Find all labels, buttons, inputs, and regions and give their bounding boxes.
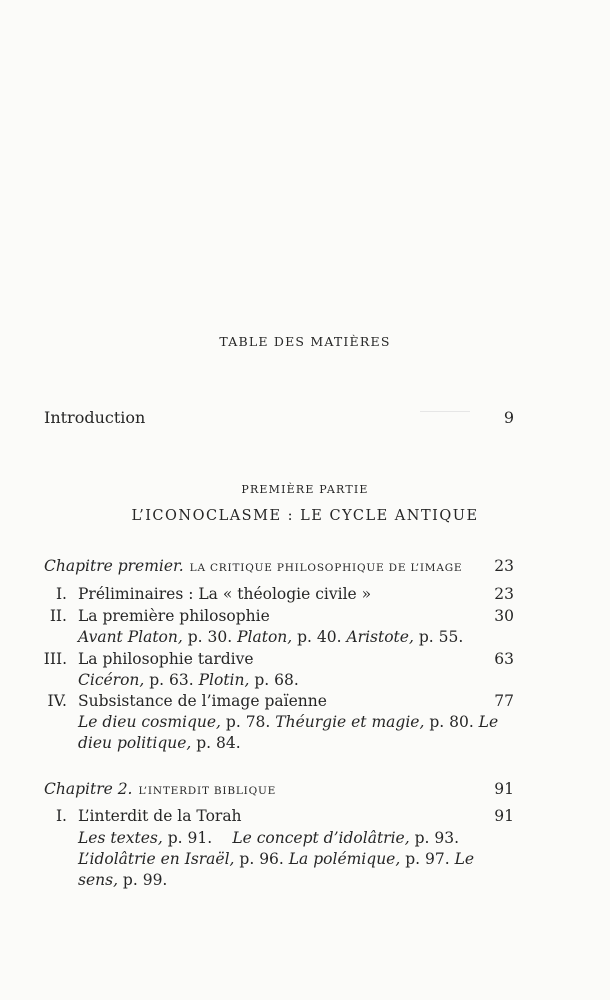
sub-italic: Théurgie et magie, — [275, 713, 425, 731]
section-page: 63 — [494, 650, 514, 668]
section-subentries — [78, 712, 498, 732]
toc-title: TABLE DES MATIÈRES — [219, 334, 391, 349]
sub-italic: Le concept d’idolâtrie, — [232, 829, 410, 847]
chapter-2-page: 91 — [494, 780, 514, 798]
sub-italic: Cicéron, — [78, 671, 145, 689]
toc-entry-introduction — [44, 408, 514, 427]
sub-page: p. 63. — [144, 671, 199, 689]
sub-italic: Le — [478, 713, 499, 731]
sub-chunk — [232, 828, 459, 848]
sub-page: p. 84. — [191, 734, 241, 752]
sub-italic: sens, — [78, 871, 118, 889]
sub-page: p. 96. — [234, 850, 289, 868]
section-number: I. — [55, 585, 67, 603]
chapter-1-title: LA CRITIQUE PHILOSOPHIQUE DE L’IMAGE — [189, 562, 463, 574]
introduction-label: Introduction — [44, 408, 146, 427]
section-title: La première philosophie — [78, 607, 270, 625]
chapter-2-title: L’INTERDIT BIBLIQUE — [138, 785, 277, 797]
chapter-2-label: Chapitre 2. — [44, 780, 133, 798]
sub-italic: dieu politique, — [78, 734, 192, 752]
section-subentries — [78, 733, 241, 753]
section-page: 77 — [494, 692, 514, 710]
sub-page: p. 40. — [292, 628, 347, 646]
section-title: La philosophie tardive — [78, 650, 254, 668]
sub-page: p. 91. — [162, 829, 213, 847]
section-title: L’interdit de la Torah — [78, 807, 242, 825]
sub-page: p. 78. — [220, 713, 276, 731]
section-number: IV. — [47, 692, 67, 710]
section-subentries — [78, 849, 474, 869]
chapter-1-label: Chapitre premier. — [44, 557, 184, 575]
section-page: 91 — [494, 807, 514, 825]
part-label: PREMIÈRE PARTIE — [241, 483, 369, 496]
introduction-page: 9 — [503, 408, 514, 427]
section-number: III. — [43, 650, 67, 668]
section-subentries — [78, 828, 459, 848]
sub-page: p. 30. — [182, 628, 238, 646]
section-page: 30 — [494, 607, 514, 625]
sub-italic: Platon, — [237, 628, 293, 646]
section-subentries — [78, 670, 299, 690]
sub-page: p. 55. — [413, 628, 464, 646]
sub-chunk — [78, 828, 212, 848]
section-number: II. — [49, 607, 67, 625]
sub-page: p. 80. — [424, 713, 479, 731]
chapter-1-page: 23 — [494, 557, 514, 575]
sub-italic: Les textes, — [78, 829, 163, 847]
sub-italic: Le — [454, 850, 475, 868]
sub-page: p. 93. — [409, 829, 459, 847]
sub-page: p. 97. — [400, 850, 455, 868]
chapter-2-heading — [44, 779, 514, 801]
section-subentries — [78, 627, 463, 647]
sub-page: p. 68. — [249, 671, 299, 689]
sub-page: p. 99. — [118, 871, 168, 889]
sub-italic: Plotin, — [198, 671, 250, 689]
chapter-1-heading — [44, 556, 514, 578]
sub-italic: La polémique, — [288, 850, 401, 868]
section-title: Subsistance de l’image païenne — [78, 692, 327, 710]
sub-italic: Le dieu cosmique, — [78, 713, 221, 731]
sub-italic: L’idolâtrie en Israël, — [78, 850, 235, 868]
part-title: L’ICONOCLASME : LE CYCLE ANTIQUE — [131, 508, 479, 524]
section-number: I. — [55, 807, 67, 825]
sub-italic: Aristote, — [346, 628, 414, 646]
section-title: Préliminaires : La « théologie civile » — [78, 585, 372, 603]
sub-italic: Avant Platon, — [78, 628, 183, 646]
section-page: 23 — [494, 585, 514, 603]
section-subentries — [78, 870, 167, 890]
